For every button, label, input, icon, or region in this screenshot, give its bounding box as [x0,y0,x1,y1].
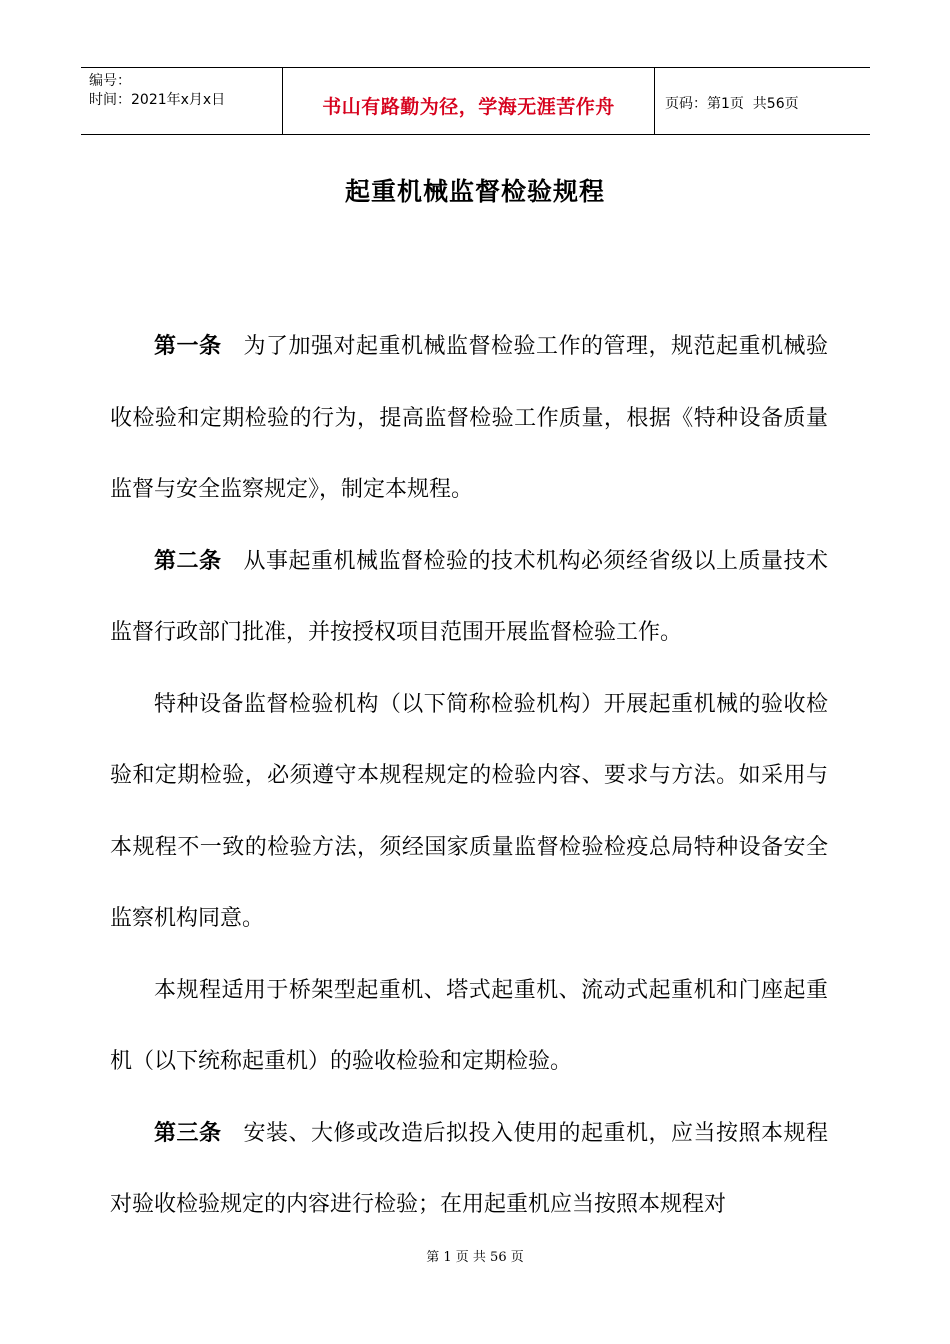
paragraph-article-3 [110,1098,828,1241]
article-label: 第二条 [154,548,222,574]
paragraph-scope [110,955,828,1098]
paragraph-text: 特种设备监督检验机构（以下简称检验机构）开展起重机械的验收检验和定期检验，必须遵守本规程规定的检验内容、要求与方法。如采用与本规程不一致的检验方法，须经国家质量监督检验检疫总局特种设备安全监察机构同意。 [110,691,828,931]
document-title: 起重机械监督检验规程 [344,177,605,206]
page-footer: 第 1 页 共 56 页 [426,1250,524,1265]
paragraph-article-2 [110,526,828,669]
document-date-label: 时间：2021年x月x日 [89,92,226,108]
paragraph-inspection-agency [110,669,828,955]
header-motto-cell [283,68,655,134]
article-label: 第一条 [154,334,222,359]
document-body [110,311,828,1241]
header-info-cell [81,68,283,134]
header-page-number: 页码：第1页 共56页 [665,96,799,112]
article-label: 第三条 [154,1120,222,1146]
paragraph-article-1 [110,311,828,526]
paragraph-text: 安装、大修或改造后拟投入使用的起重机，应当按照本规程对验收检验规定的内容进行检验；在用起重机应当按照本规程对 [110,1120,828,1217]
paragraph-text: 从事起重机械监督检验的技术机构必须经省级以上质量技术监督行政部门批准，并按授权项目范围开展监督检验工作。 [110,548,828,645]
header-motto: 书山有路勤为径，学海无涯苦作舟 [322,95,615,118]
paragraph-text: 为了加强对起重机械监督检验工作的管理，规范起重机械验收检验和定期检验的行为，提高监督检验工作质量，根据《特种设备质量监督与安全监察规定》，制定本规程。 [110,334,828,502]
page-header [81,67,870,135]
paragraph-text: 本规程适用于桥架型起重机、塔式起重机、流动式起重机和门座起重机（以下统称起重机）的验收检验和定期检验。 [110,977,828,1074]
document-number-label: 编号： [89,73,131,89]
header-page-cell [655,68,870,134]
